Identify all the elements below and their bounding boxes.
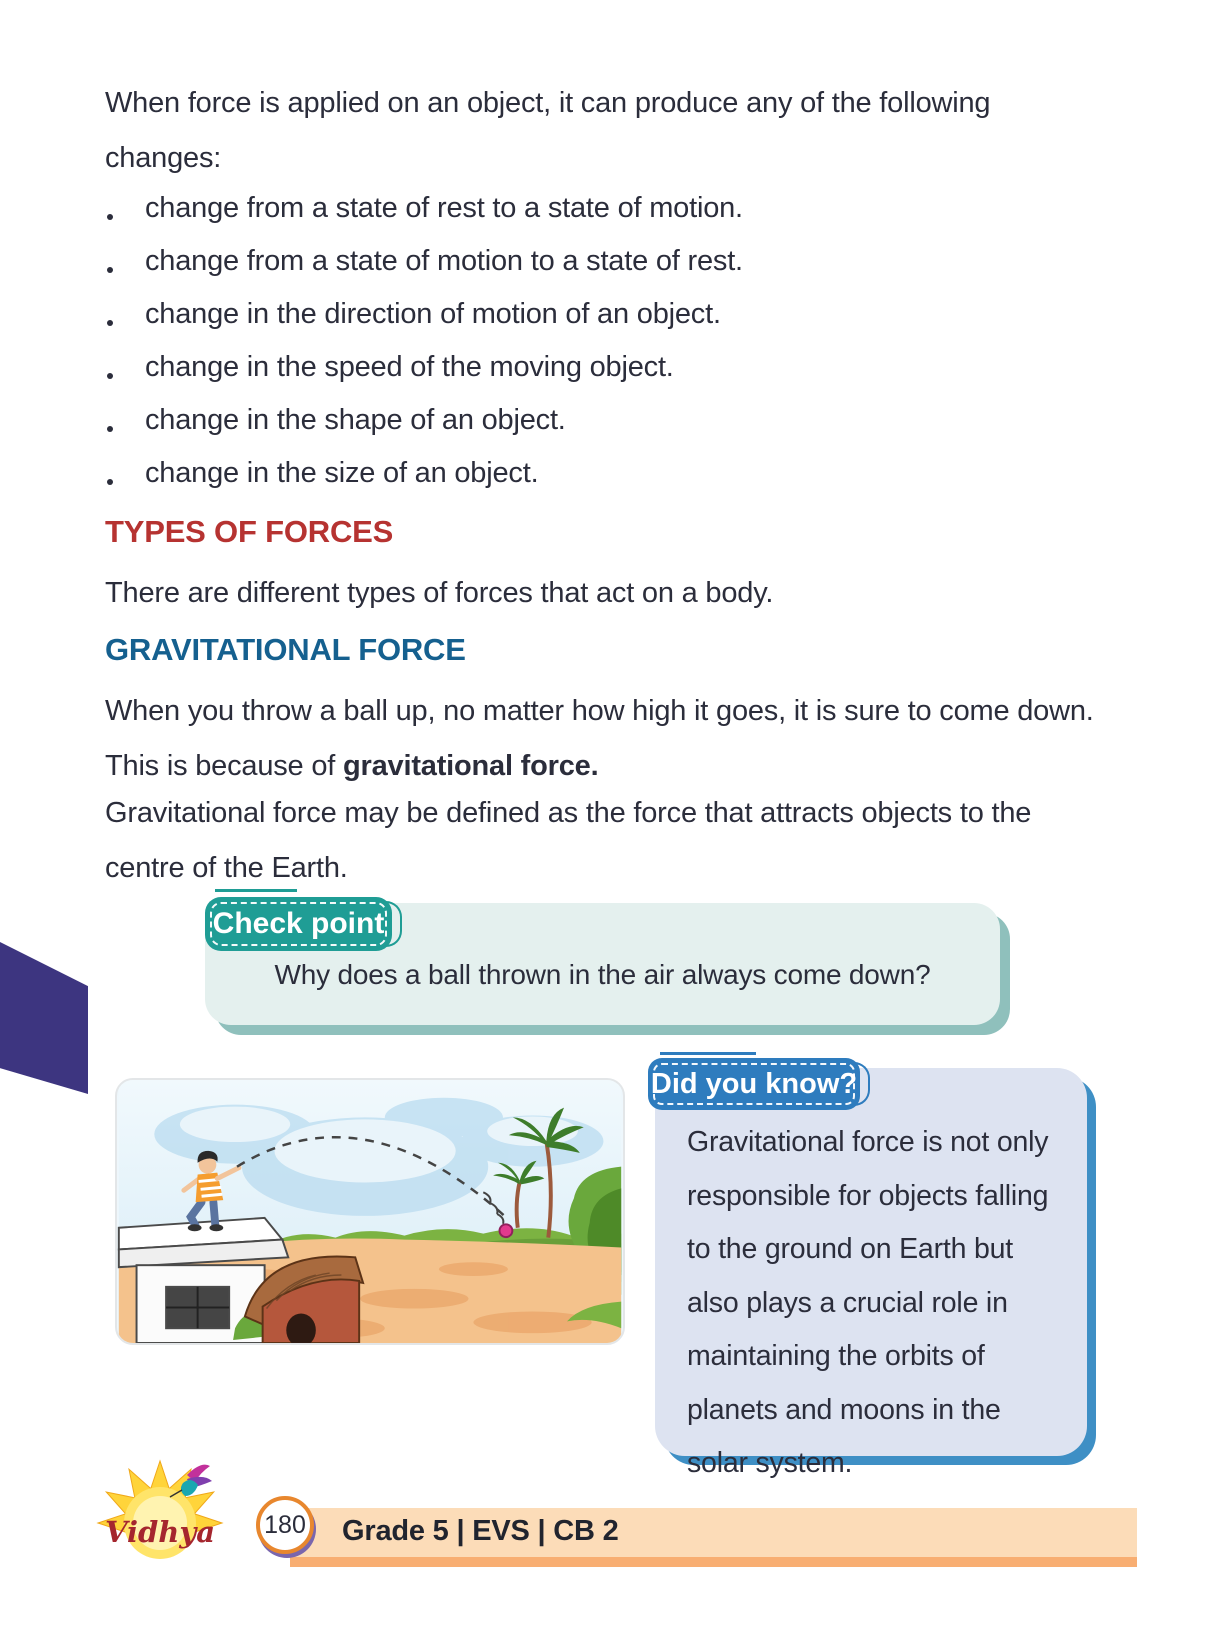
vidhya-logo-graphic	[75, 1445, 245, 1570]
didyouknow-text: Gravitational force is not only responsible for objects falling to the ground on Earth but also plays a crucial role in maintaining the orbits of planets and moons in the solar system.	[687, 1126, 1049, 1479]
types-of-forces-body: There are different types of forces that act on a body.	[105, 577, 774, 609]
page-number-badge	[256, 1496, 314, 1554]
gravitational-paragraph-1-text: When you throw a ball up, no matter how high it goes, it is sure to come down. This is because of	[105, 695, 1094, 782]
list-item	[105, 288, 1105, 341]
gravitational-paragraph-2: Gravitational force may be defined as the force that attracts objects to the centre of the Earth.	[105, 797, 1032, 884]
list-item	[105, 447, 1105, 500]
list-item-text: change in the speed of the moving object.	[145, 351, 674, 383]
list-item	[105, 182, 1105, 235]
list-item-text: change from a state of rest to a state of motion.	[145, 192, 743, 224]
intro-paragraph: When force is applied on an object, it can produce any of the following changes:	[105, 87, 991, 174]
vidhya-logo	[75, 1445, 245, 1570]
gravitational-paragraph-1	[105, 684, 1110, 794]
list-item	[105, 394, 1105, 447]
ball-throw-illustration	[115, 1078, 625, 1345]
didyouknow-box	[655, 1068, 1087, 1479]
footer-bar	[290, 1508, 1137, 1567]
page-number: 180	[264, 1510, 306, 1539]
didyouknow-badge-label: Did you know?	[650, 1067, 858, 1100]
gravitational-force-heading: GRAVITATIONAL FORCE	[105, 632, 466, 667]
bullet-dot-icon	[107, 320, 113, 326]
list-item	[105, 235, 1105, 288]
bullet-dot-icon	[107, 267, 113, 273]
gravitational-force-bold-term: gravitational force.	[343, 750, 599, 782]
ball-icon	[500, 1224, 513, 1237]
checkpoint-accent-line	[215, 889, 297, 892]
types-of-forces-heading: TYPES OF FORCES	[105, 514, 394, 549]
checkpoint-badge	[205, 897, 392, 951]
ball-throw-scene	[117, 1080, 623, 1343]
list-item-text: change in the shape of an object.	[145, 404, 566, 436]
checkpoint-question: Why does a ball thrown in the air always come down?	[274, 959, 931, 990]
logo-wordmark: Vidhya	[104, 1515, 216, 1549]
list-item-text: change in the size of an object.	[145, 457, 539, 489]
footer-course-label: Grade 5 | EVS | CB 2	[342, 1515, 619, 1547]
bullet-dot-icon	[107, 426, 113, 432]
didyouknow-badge	[648, 1058, 860, 1110]
bullet-dot-icon	[107, 479, 113, 485]
bullet-dot-icon	[107, 214, 113, 220]
checkpoint-badge-label: Check point	[212, 907, 385, 940]
changes-list	[105, 182, 1105, 500]
list-item	[105, 341, 1105, 394]
didyouknow-accent-line	[660, 1052, 756, 1055]
purple-corner-decoration	[0, 942, 88, 1094]
list-item-text: change from a state of motion to a state of rest.	[145, 245, 743, 277]
list-item-text: change in the direction of motion of an object.	[145, 298, 721, 330]
bullet-dot-icon	[107, 373, 113, 379]
